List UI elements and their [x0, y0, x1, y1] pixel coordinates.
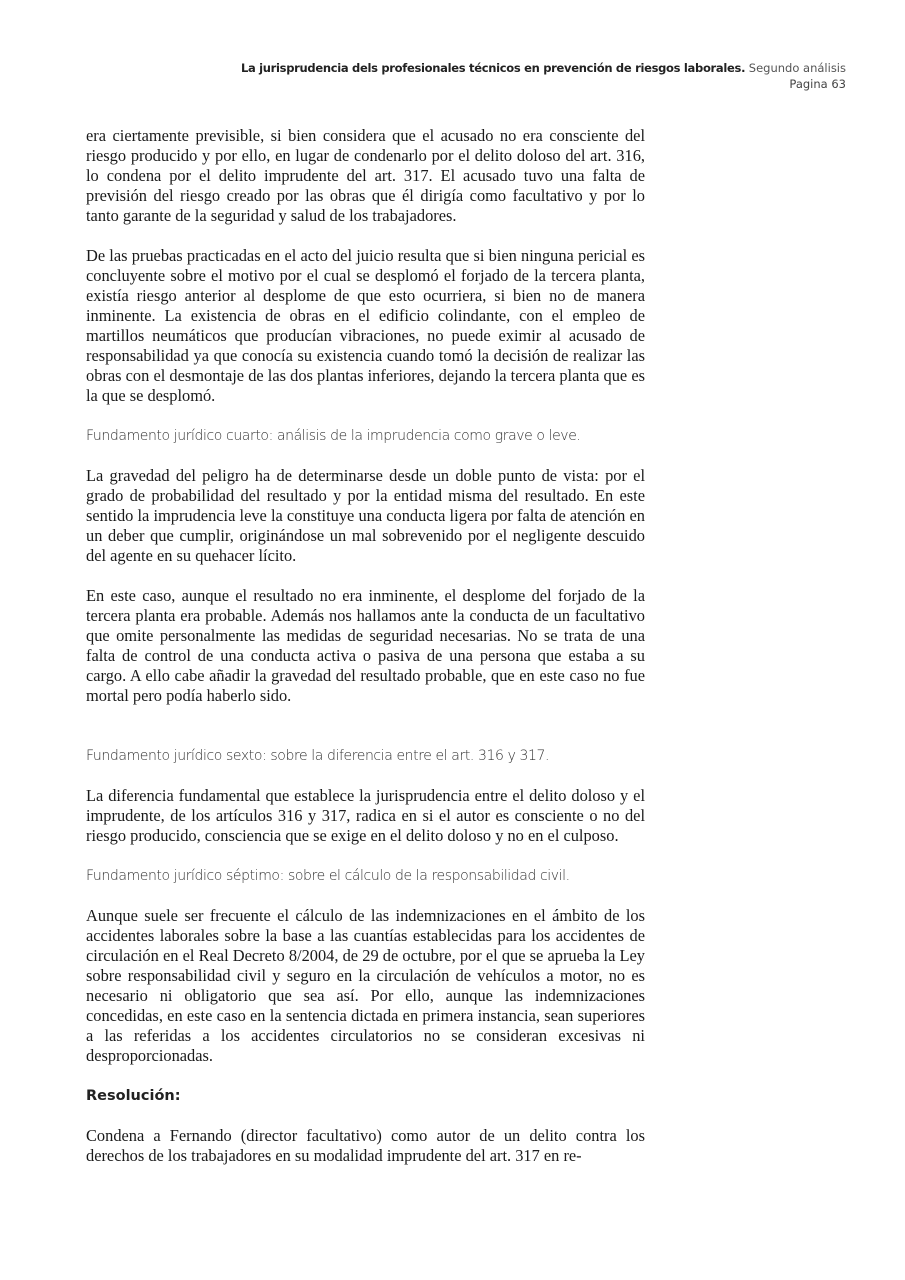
page-number: Pagina 63: [789, 77, 846, 91]
section-heading-septimo: Fundamento jurídico séptimo: sobre el cálculo de la responsabilidad civil.: [86, 868, 570, 884]
section-heading-cuarto: Fundamento jurídico cuarto: análisis de la imprudencia como grave o leve.: [86, 428, 581, 444]
paragraph-1: era ciertamente previsible, si bien considera que el acusado no era consciente del riesgo producido y por ello, en lugar de condenarlo por el delito doloso del art. 316, lo condena por el delito imprudente del art. 317. El acusado tuvo una falta de previsión del riesgo creado por las obras que él dirigía como facultativo y por lo tanto garante de la seguridad y salud de los trabajadores.: [86, 126, 645, 225]
resolution-heading: Resolución:: [86, 1088, 181, 1104]
paragraph-5: La diferencia fundamental que establece la jurisprudencia entre el delito doloso y el imprudente, de los artículos 316 y 317, radica en si el autor es consciente o no del riesgo producido, consciencia que se exige en el delito doloso y no en el culposo.: [86, 786, 645, 845]
page-body: [86, 126, 645, 1186]
document-title: [241, 60, 846, 76]
section-heading-sexto: Fundamento jurídico sexto: sobre la diferencia entre el art. 316 y 317.: [86, 748, 550, 764]
document-title-sub: Segundo análisis: [748, 61, 846, 75]
running-header: [241, 60, 846, 92]
paragraph-7: Condena a Fernando (director facultativo) como autor de un delito contra los derechos de los trabajadores en su modalidad imprudente del art. 317 en re-: [86, 1126, 645, 1165]
paragraph-6: Aunque suele ser frecuente el cálculo de las indemnizaciones en el ámbito de los accidentes laborales sobre la base a las cuantías establecidas para los accidentes de circulación en el Real Decreto 8/2004, de 29 de octubre, por el que se aprueba la Ley sobre responsabilidad civil y seguro en la circulación de vehículos a motor, no es necesario ni obligatorio que sea así. Por ello, aunque las indemnizaciones concedidas, en este caso en la sentencia dictada en primera instancia, sean superiores a las referidas a los accidentes circulatorios no se consideran excesivas ni desproporcionadas.: [86, 906, 645, 1065]
document-title-main: La jurisprudencia dels profesionales técnicos en prevención de riesgos laborales.: [240, 61, 746, 75]
paragraph-3: La gravedad del peligro ha de determinarse desde un doble punto de vista: por el grado de probabilidad del resultado y por la entidad misma del resultado. En este sentido la imprudencia leve la constituye una conducta ligera por falta de atención en un deber que cumplir, originándose un mal sobrevenido por el negligente descuido del agente en su quehacer lícito.: [86, 466, 645, 565]
paragraph-4: En este caso, aunque el resultado no era inminente, el desplome del forjado de la tercera planta era probable. Además nos hallamos ante la conducta de un facultativo que omite personalmente las medidas de seguridad necesarias. No se trata de una falta de control de una conducta activa o pasiva de una persona que estaba a su cargo. A ello cabe añadir la gravedad del resultado probable, que en este caso no fue mortal pero podía haberlo sido.: [86, 586, 645, 705]
paragraph-2: De las pruebas practicadas en el acto del juicio resulta que si bien ninguna pericial es concluyente sobre el motivo por el cual se desplomó el forjado de la tercera planta, existía riesgo anterior al desplome de que esto ocurriera, si bien no de manera inminente. La existencia de obras en el edificio colindante, con el empleo de martillos neumáticos que producían vibraciones, no puede eximir al acusado de responsabilidad ya que conocía su existencia cuando tomó la decisión de realizar las obras con el desmontaje de las dos plantas inferiores, dejando la tercera planta que es la que se desplomó.: [86, 246, 645, 405]
